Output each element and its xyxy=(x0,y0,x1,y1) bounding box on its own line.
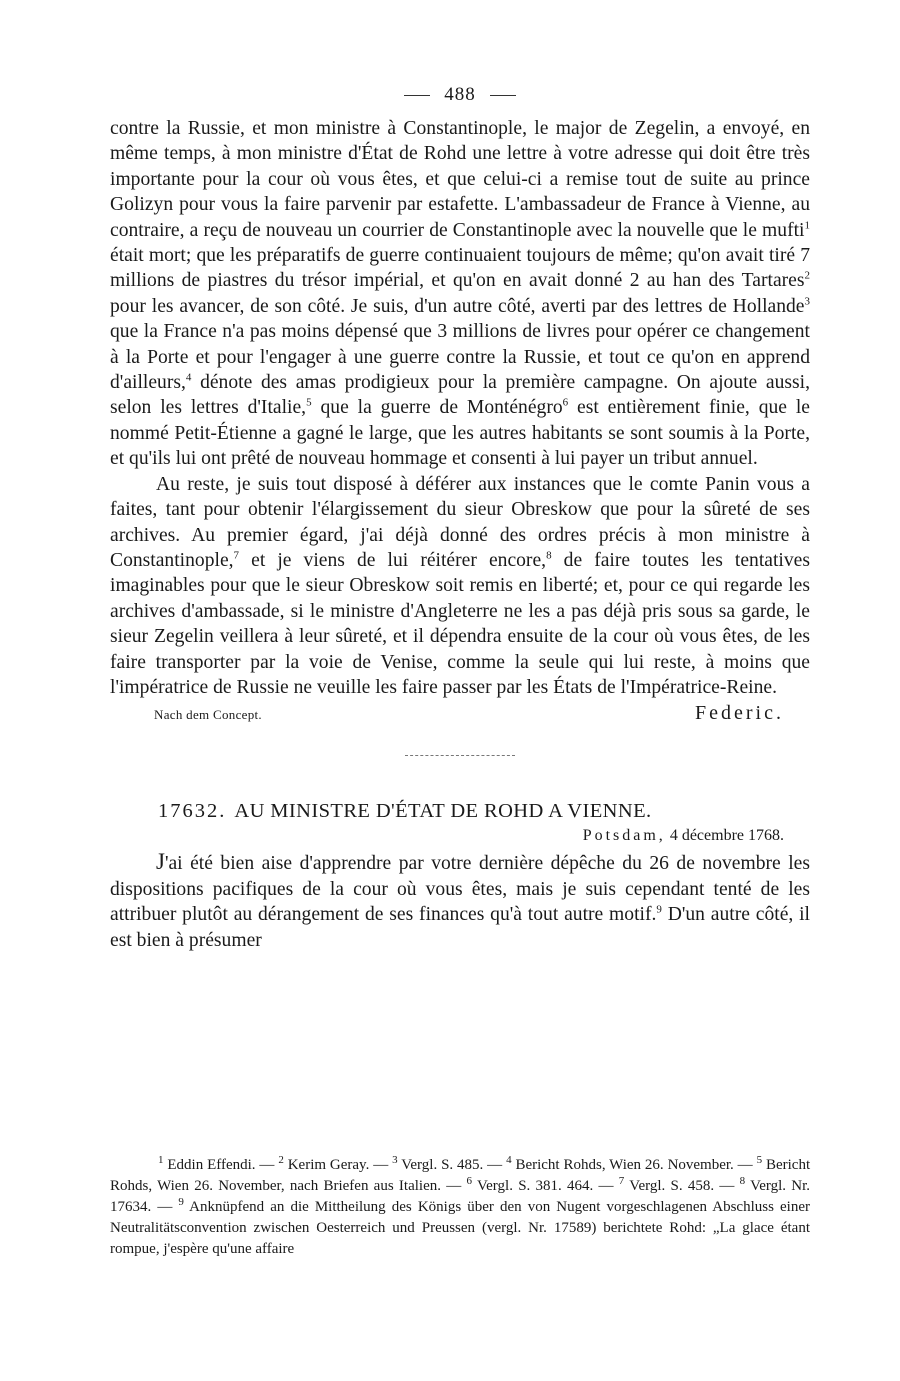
signature-row xyxy=(110,702,810,725)
letter-body xyxy=(110,849,810,953)
paragraph: J'ai été bien aise d'apprendre par votre dernière dépêche du 26 de novembre les dispositions pacifiques de la cour où vous êtes, mais je suis cependant tenté de les attribuer plutôt au dérangement de ses finances qu'à tout autre motif.$^9$ D'un autre côté, il est bien à présumer xyxy=(110,849,810,951)
footnote-mark: 6 xyxy=(562,396,569,409)
footnote: Bericht Rohds, Wien 26. November, nach Briefen aus Italien. — xyxy=(110,1157,811,1194)
footnote: Anknüpfend an die Mittheilung des Königs über den von Nugent vorgeschlagenen Abschluss einer Neutralitätsconvention zwischen Oesterreich und Preussen (vergl. Nr. 17589) berichtete Rohd: „La glace étant rompue, j'espère qu'une affaire xyxy=(110,1199,810,1257)
footnote-mark: 7 xyxy=(233,549,240,562)
dropcap: J xyxy=(156,849,165,875)
letter-number: 17632. xyxy=(158,800,227,823)
paragraph: contre la Russie, et mon ministre à Constantinople, le major de Zegelin, a envoyé, en même temps, à mon ministre d'État de Rohd une lettre à votre adresse qui doit être très importante pour la cour où vous êtes, et que celui-ci a remise tout de suite au prince Golizyn pour vous la faire parvenir par estafette. L'ambassadeur de France à Vienne, au contraire, a reçu de nouveau un courrier de Constantinople avec la nouvelle que le mufti$^1$ était mort; que les préparatifs de guerre continuaient toujours de même; qu'on avait tiré 7 millions de piastres du trésor impérial, et qu'on en avait donné 2 au han des Tartares$^2$ pour les avancer, de son côté. Je suis, d'un autre côté, averti par des lettres de Hollande$^3$ que la France n'a pas moins dépensé que 3 millions de livres pour opérer ce changement à la Porte et pour l'engager à une guerre contre la Russie, et tout ce qu'on en apprend d'ailleurs,$^4$ dénote des amas prodigieux pour la première campagne. On ajoute aussi, selon les lettres d'Italie,$^5$ que la guerre de Monténégro$^6$ est entièrement finie, que le nommé Petit-Étienne a gagné le large, que les autres habitants se sont soumis à la Porte, et qu'ils lui ont prêté de nouveau hommage et consenti à lui payer un tribut annuel. xyxy=(110,118,810,470)
letter-place: Potsdam, xyxy=(582,827,666,845)
footnote: Vergl. S. 458. — xyxy=(629,1178,735,1194)
footnote: Vergl. S. 381. 464. — xyxy=(476,1178,614,1194)
footnote: Vergl. Nr. 17634. — xyxy=(110,1178,811,1215)
section-divider xyxy=(405,755,515,756)
footnote: Vergl. S. 485. — xyxy=(401,1157,503,1173)
footnote-mark: 9 xyxy=(656,903,662,916)
footnote-mark: 1 xyxy=(804,219,810,232)
footnote-mark: 2 xyxy=(804,269,810,282)
footnote-mark: 5 xyxy=(306,396,312,409)
footnote-mark: 8 xyxy=(546,549,552,562)
footnote-mark: 4 xyxy=(185,371,192,384)
footnotes xyxy=(110,1155,810,1260)
main-text xyxy=(110,116,810,700)
letter-heading xyxy=(110,800,810,823)
page-number-dash xyxy=(404,95,430,96)
paragraph: Au reste, je suis tout disposé à déférer aux instances que le comte Panin vous a faites, tant pour obtenir l'élargissement du sieur Obreskow que pour la sûreté de ses archives. Au premier égard, j'ai déjà donné des ordres précis à mon ministre à Constantinople,$^7$ et je viens de lui réitérer encore,$^8$ de faire toutes les tentatives imaginables pour que le sieur Obreskow soit remis en liberté; et, pour ce qui regarde les archives d'ambassade, si le ministre d'Angleterre ne les a pas déjà pris sous sa garde, le sieur Zegelin veillera à leur sûreté, et il dépendra ensuite de la cour où vous êtes, de les faire transporter par la voie de Venise, comme la seule qui lui reste, à moins que l'impératrice de Russie ne veuille les faire passer par les États de l'Impératrice-Reine. xyxy=(110,473,810,698)
letter-date: 4 décembre 1768. xyxy=(669,827,784,845)
footnote: Kerim Geray. — xyxy=(287,1157,389,1173)
letter-title: AU MINISTRE D'ÉTAT DE ROHD A VIENNE. xyxy=(234,800,652,823)
footnote-mark: 3 xyxy=(804,295,810,308)
page-number-dash xyxy=(490,95,516,96)
page xyxy=(110,84,810,953)
footnote: Bericht Rohds, Wien 26. November. — xyxy=(515,1157,753,1173)
signature: Federic. xyxy=(695,702,784,725)
footnote-block: $^1$ Eddin Effendi. — $^2$ Kerim Geray. — $^3$ Vergl. S. 485. — $^4$ Bericht Rohds, Wien 26. November. — $^5$ Bericht Rohds, Wien 26. November, nach Briefen aus Italien. — $^6$ Vergl. S. 381. 464. — $^7$ Vergl. S. 458. — $^8$ Vergl. Nr. 17634. — $^9$ Anknüpfend an die Mittheilung des Königs über den von Nugent vorgeschlagenen Abschluss einer Neutralitätsconvention zwischen Oesterreich und Preussen (vergl. Nr. 17589) berichtete Rohd: „La glace étant rompue, j'espère qu'une affaire xyxy=(110,1154,811,1257)
page-number: 488 xyxy=(110,84,810,106)
letter-dateline xyxy=(110,827,810,845)
footnote: Eddin Effendi. — xyxy=(167,1157,275,1173)
source-note: Nach dem Concept. xyxy=(154,707,262,723)
